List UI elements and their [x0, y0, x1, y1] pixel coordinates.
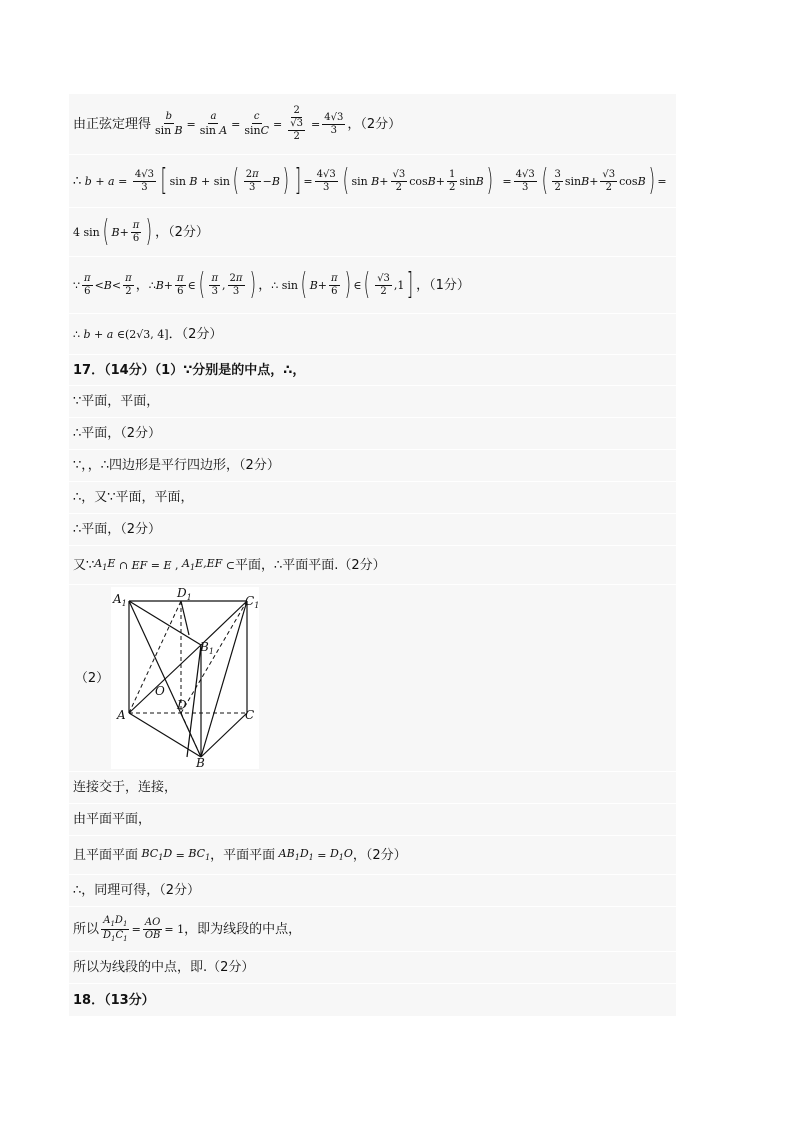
- result-line: ∴ b + a ∈(2√3, 4] ．（2分）: [69, 314, 676, 355]
- fraction: $\frac{b}{\text{sin B}}$: [155, 110, 183, 137]
- text: 所以为线段的中点，即.（2分）: [73, 960, 255, 975]
- text: ，平面平面: [210, 847, 276, 863]
- label-B1: $B_1$: [200, 640, 214, 656]
- text: 18．（13分）: [73, 992, 155, 1008]
- fraction: $\frac{a}{\text{sin A}}$: [199, 110, 228, 137]
- text: ，（2分）: [155, 224, 209, 240]
- ratio-line: 所以 $\frac{A_1D_1}{D_1C_1}$ = $\frac{AO}{OB}$ = 1 ，即为线段的中点，: [69, 907, 676, 952]
- text: ∴，同理可得，（2分）: [73, 883, 201, 898]
- text: 由平面平面，: [73, 812, 152, 827]
- text: ，即为线段的中点，: [184, 921, 302, 937]
- figure-row: [69, 585, 676, 772]
- sum-expansion-line: ∴ b + a = $\frac{4√3}{3}$ [ sin B + sin ( $\frac{2\pi}{3}$ − B ) ] = $\frac{4√3}{3}$ ( sin B + $\frac{√3}{2}$ cos B + $\frac{1}{2}$ sin B ) = $\frac{4√3}{3}$ ( $\frac{3}{2}$ sin B + $\frac{√3}{2}$ cos B ) =: [69, 155, 676, 208]
- range-line: ∵ $\frac{\pi}{6}$ < B < $\frac{\pi}{2}$ ， ∴ B + $\frac{\pi}{6}$ ∈ ( $\frac{\pi}{3}$ , $\frac{2\pi}{3}$ ) ， ∴ sin ( B + $\frac{\pi}{6}$ ) ∈ ( $\frac{√3}{2}$ ,1 ] ，（1分）: [69, 257, 676, 314]
- label-D: D: [177, 698, 187, 712]
- text: ∵，，∴四边形是平行四边形，（2分）: [73, 458, 280, 473]
- prism-figure: [111, 587, 259, 769]
- text: 平面，∴平面平面.（2分）: [234, 557, 386, 573]
- text-line: [69, 875, 676, 907]
- text-line: [69, 450, 676, 482]
- label-O: O: [155, 684, 165, 698]
- label-A: A: [117, 708, 126, 722]
- text-line: [69, 804, 676, 836]
- fraction: $\frac{4√3}{3}$: [324, 111, 344, 136]
- text: ，（2分）: [352, 847, 407, 863]
- text-line: [69, 514, 676, 546]
- text: 连接交于，连接，: [73, 780, 178, 795]
- text: ∴平面，（2分）: [73, 426, 162, 441]
- problem-17-heading: [69, 355, 676, 386]
- text: 由正弦定理得: [73, 116, 152, 132]
- text-line: [69, 418, 676, 450]
- text: 又∵: [73, 557, 95, 573]
- text: 所以: [73, 921, 100, 937]
- text: ．（2分）: [168, 326, 223, 342]
- label-D1: $D_1$: [177, 587, 192, 602]
- text-line: [69, 482, 676, 514]
- intersection-line: 且平面平面 $BC_1D$ = $BC_1$ ，平面平面 $AB_1D_1$ = $D_1O$ ，（2分）: [69, 836, 676, 875]
- text: ∵平面，平面，: [73, 394, 160, 409]
- text: 且平面平面: [73, 847, 139, 863]
- text-line: [69, 772, 676, 804]
- label-C: C: [245, 708, 255, 722]
- solution-document: [69, 94, 676, 1017]
- fraction: $\frac{c}{\sin C}$: [244, 110, 270, 137]
- text: 17．（14分）（1）∵分别是的中点，∴，: [73, 362, 306, 378]
- figure-label: （2）: [74, 670, 110, 686]
- problem-18-heading: [69, 984, 676, 1017]
- label-A1: $A_1$: [113, 592, 127, 608]
- text: ，（1分）: [416, 277, 470, 293]
- plane-parallel-line: 又∵ $A_1E$ ∩ EF = E , $A_1E,EF$ ⊂ 平面，∴平面平面.（2分）: [69, 546, 676, 585]
- law-of-sines-line: 由正弦定理得 $\frac{b}{\text{sin B}}$ = $\frac{a}{\text{sin A}}$ = $\frac{c}{\sin C}$ = $\frac{2}{\frac{√3}{2}}$ = $\frac{4√3}{3}$ ，（2分）: [69, 94, 676, 155]
- text: ，（2分）: [347, 116, 402, 132]
- text-line: [69, 386, 676, 418]
- text: ∴，又∵平面，平面，: [73, 490, 194, 505]
- text: ，: [135, 277, 149, 293]
- label-B: B: [196, 756, 205, 769]
- fraction: $\frac{2}{\frac{√3}{2}}$: [290, 105, 303, 142]
- therefore-symbol: ∴: [73, 173, 82, 189]
- label-C1: $C_1$: [245, 594, 259, 610]
- text-line: [69, 952, 676, 984]
- simplified-line: 4 sin ( B + $\frac{\pi}{6}$ ) ，（2分）: [69, 208, 676, 257]
- text: ∴平面，（2分）: [73, 522, 162, 537]
- text: ，: [258, 277, 272, 293]
